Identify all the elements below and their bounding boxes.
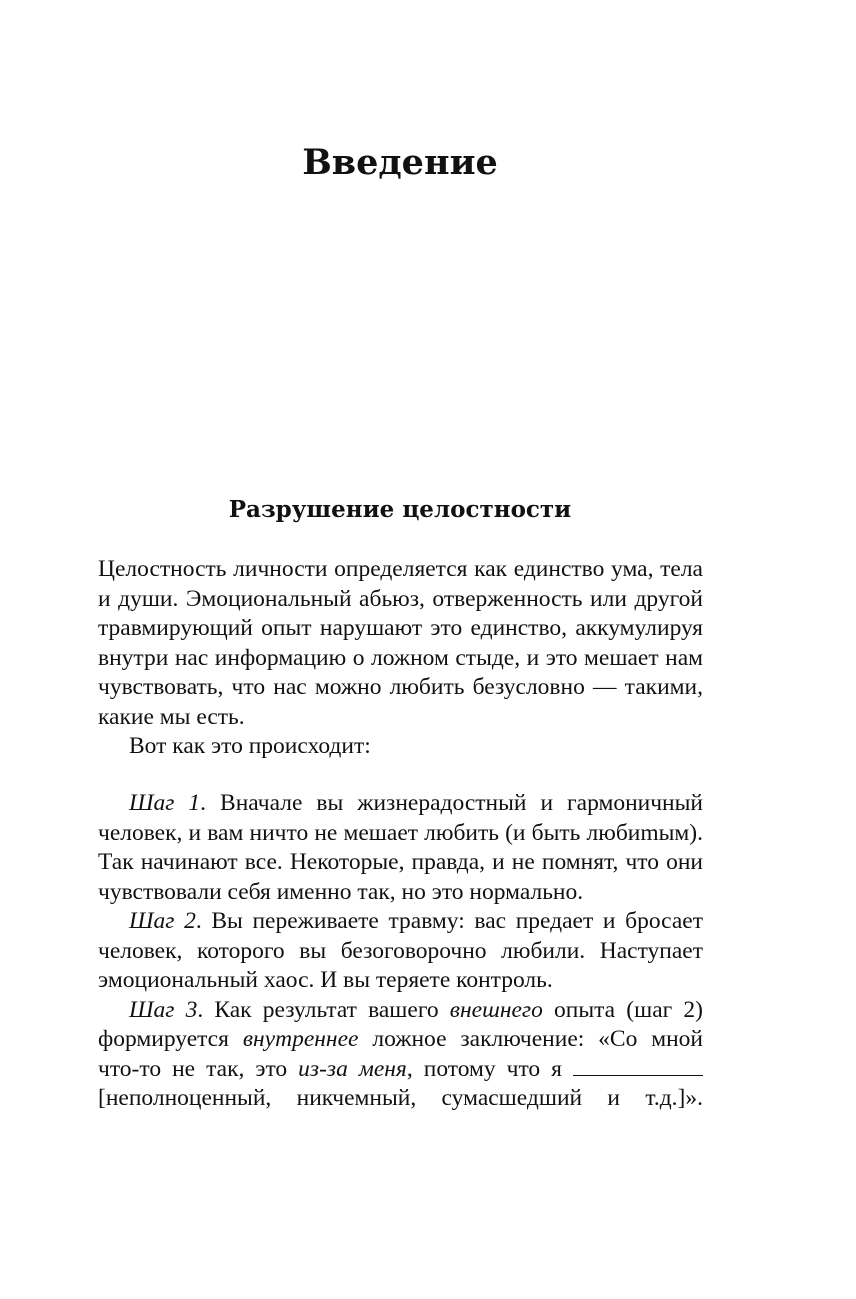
intro-paragraph-1: Целостность личности определяется как единство ума, тела и души. Эмоциональный абьюз, отверженность или другой травмирующий опыт нарушают это единство, аккумулируя внутри нас информацию о ложном стыде, и это мешает нам чувствовать, что нас можно любить безусловно — такими, какие мы есть. xyxy=(98,556,703,730)
step-3-text-b: опыта (шаг 2) формируется xyxy=(98,996,703,1052)
step-3-label: Шаг 3 xyxy=(129,996,198,1023)
step-2-text: . Вы переживаете травму: вас предает и бросает человек, которого вы безоговорочно любили. Наступает эмоциональный хаос. И вы теряете контроль. xyxy=(98,908,704,993)
fill-in-blank-line xyxy=(573,1058,703,1076)
step-1-paragraph xyxy=(98,789,703,907)
step-3-emphasis-external: внешнего xyxy=(449,996,543,1023)
step-3-text-d: , потому что я xyxy=(406,1055,573,1082)
step-3-text-a: . Как результат вашего xyxy=(197,996,450,1023)
steps-text xyxy=(98,789,703,1114)
chapter-title: Введение xyxy=(302,142,498,183)
intro-text xyxy=(98,555,703,762)
step-3-text-e: [неполноценный, никчемный, сумасшедший и т.д.]». xyxy=(98,1085,703,1111)
step-2-label: Шаг 2 xyxy=(129,908,196,934)
section-title: Разрушение целостности xyxy=(228,496,572,523)
step-2-paragraph xyxy=(98,907,703,996)
step-3-text-c: ложное заключение: «Со мной что-то не так, это xyxy=(98,1026,704,1082)
step-3-emphasis-because-of-me: из-за меня xyxy=(298,1055,407,1082)
step-3-emphasis-internal: внутреннее xyxy=(242,1026,359,1052)
step-1-text: . Вначале вы жизнерадостный и гармоничный человек, и вам ничто не мешает любить (и быть любиmым). Так начинают все. Некоторые, правда, и не помнят, что они чувствовали себя именно так, но это нормально. xyxy=(98,790,703,905)
step-3-paragraph xyxy=(98,996,703,1114)
intro-paragraph-2: Вот как это происходит: xyxy=(129,733,371,759)
step-1-label: Шаг 1 xyxy=(129,790,201,816)
